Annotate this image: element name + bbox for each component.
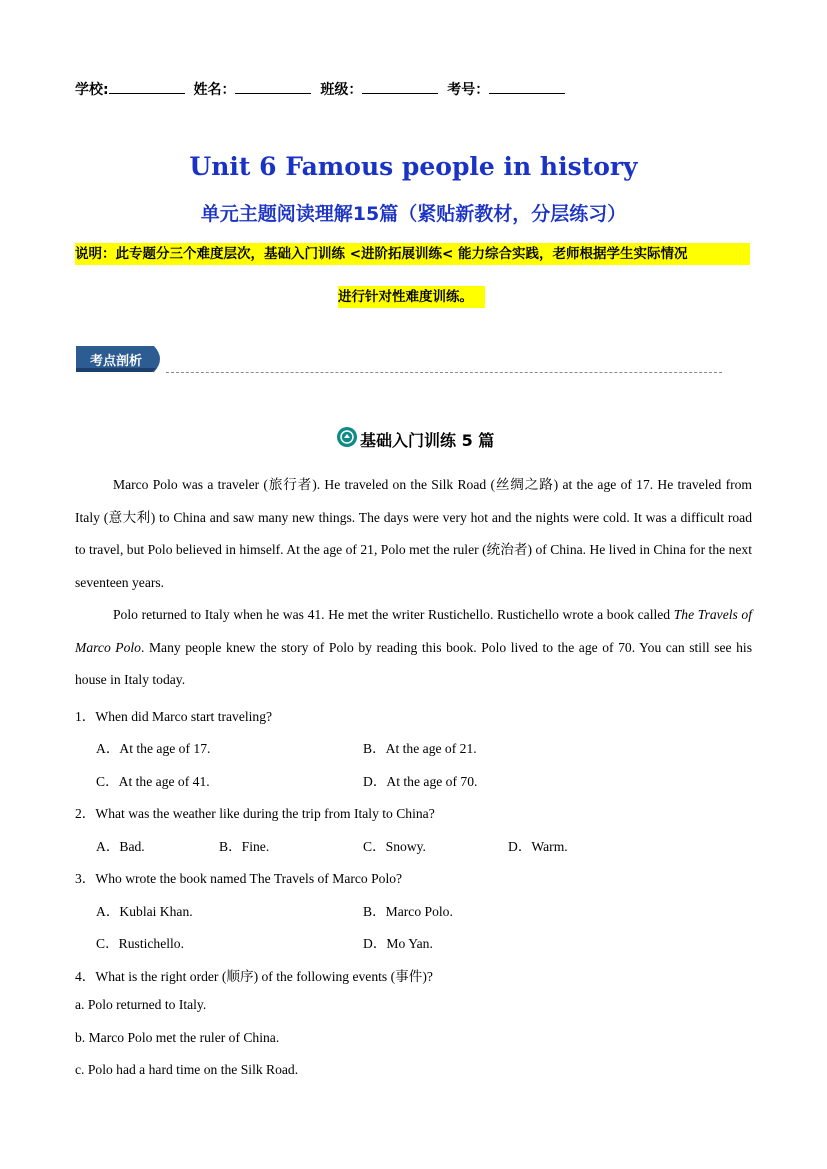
note-line-1: 说明：此专题分三个难度层次，基础入门训练 <进阶拓展训练< 能力综合实践，老师根据学生实际情况 <box>75 243 750 265</box>
q1-option-a[interactable]: A．At the age of 17. <box>96 741 211 756</box>
passage-paragraph-2 <box>75 599 752 697</box>
q4-event-a: a. Polo returned to Italy. <box>75 997 207 1012</box>
note-line-2: 进行针对性难度训练。 <box>338 286 485 308</box>
question-4-stem: 4．What is the right order (顺序) of the following events (事件)? <box>75 969 433 984</box>
school-label: 学校: <box>75 82 109 98</box>
q1-option-d[interactable]: D．At the age of 70. <box>363 774 478 789</box>
q4-event-c: c. Polo had a hard time on the Silk Road. <box>75 1062 299 1077</box>
q3-option-b[interactable]: B．Marco Polo. <box>363 904 453 919</box>
name-blank[interactable] <box>235 81 311 94</box>
q3-option-c[interactable]: C．Rustichello. <box>96 936 184 951</box>
exam-number-label: 考号： <box>447 82 490 98</box>
q1-option-c[interactable]: C．At the age of 41. <box>96 774 210 789</box>
q1-option-b[interactable]: B．At the age of 21. <box>363 741 477 756</box>
q3-option-d[interactable]: D．Mo Yan. <box>363 936 433 951</box>
section-tag-label: 考点剖析 <box>90 354 143 369</box>
passage-paragraph-1: Marco Polo was a traveler (旅行者). He traveled on the Silk Road (丝绸之路) at the age of 17. He traveled from Italy (意大利) to China and saw many new things. The days were very hot and the nights were cold. It was a difficult road to travel, but Polo believed in himself. At the age of 21, Polo met the ruler (统治者) of China. He lived in China for the next seventeen years. <box>75 477 752 590</box>
question-1-stem: 1．When did Marco start traveling? <box>75 709 273 724</box>
page-title: Unit 6 Famous people in history <box>189 152 638 181</box>
exam-number-blank[interactable] <box>489 81 565 94</box>
page-subtitle: 单元主题阅读理解15篇（紧贴新教材，分层练习） <box>200 203 627 225</box>
name-label: 姓名： <box>193 82 236 98</box>
book-title: The Travels of Marco Polo <box>75 607 753 655</box>
question-3-stem: 3．Who wrote the book named The Travels of Marco Polo? <box>75 871 403 886</box>
section-icon <box>337 427 357 447</box>
student-info-line <box>75 79 569 99</box>
question-2-stem: 2．What was the weather like during the trip from Italy to China? <box>75 806 435 821</box>
q4-event-b: b. Marco Polo met the ruler of China. <box>75 1030 280 1045</box>
passage-p2-start: Polo returned to Italy when he was 41. He met the writer Rustichello. Rustichello wrote a book called <box>113 607 674 622</box>
dashed-divider <box>166 372 722 373</box>
q2-option-c[interactable]: C．Snowy. <box>363 839 426 854</box>
section-title: 基础入门训练 5 篇 <box>360 431 495 450</box>
q2-option-b[interactable]: B．Fine. <box>219 839 270 854</box>
q2-option-d[interactable]: D．Warm. <box>508 839 568 854</box>
class-label: 班级： <box>320 82 363 98</box>
q3-option-a[interactable]: A．Kublai Khan. <box>96 904 193 919</box>
passage-p2-end: . Many people knew the story of Polo by reading this book. Polo lived to the age of 70. You can still see his house in Italy today. <box>75 639 752 688</box>
q2-option-a[interactable]: A．Bad. <box>96 839 145 854</box>
class-blank[interactable] <box>362 81 438 94</box>
school-blank[interactable] <box>109 81 185 94</box>
